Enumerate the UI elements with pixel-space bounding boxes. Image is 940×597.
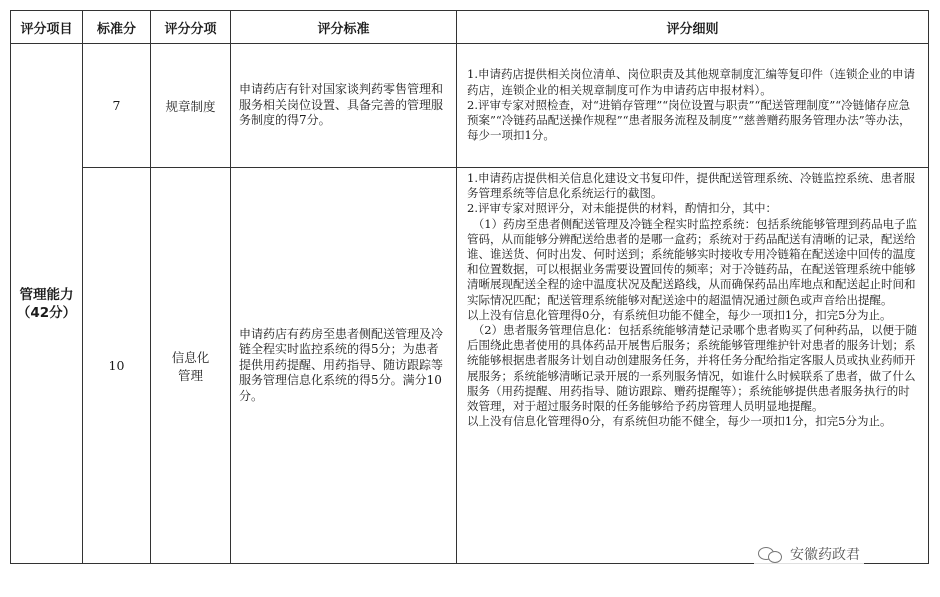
header-row — [11, 11, 929, 44]
row-standard: 申请药店有药房至患者侧配送管理及冷链全程实时监控系统的得5分；为患者提供用药提醒、用药指导、随访跟踪等服务管理信息化系统的得5分。满分10分。 — [231, 168, 457, 564]
row-subitem — [151, 44, 231, 168]
subitem-line: 管理 — [177, 367, 203, 383]
table-row — [11, 44, 929, 168]
detail-paragraph: （2）患者服务管理信息化：包括系统能够清楚记录哪个患者购买了何种药品，以便于随后围绕此患者使用的具体药品开展售后服务；系统能够管理维护针对患者的服务计划；系统能够根据患者服务计划自动创建服务任务，并将任务分配给指定客服人员或执业药师开展服务；系统能够清晰记录开展的一系列服务情况，如谁什么时候联系了患者，做了什么服务（用药提醒、用药指导、随访跟踪、赠药提醒等）；系统能够提供患者服务执行的时效管理，对于超过服务时限的任务能够给予药房管理人员明显地提醒。 — [467, 323, 918, 414]
header-item: 评分项目 — [11, 11, 83, 44]
subitem-line: 信息化 — [171, 349, 210, 365]
row-detail — [457, 168, 929, 564]
scoring-table — [10, 10, 929, 564]
category-cell — [11, 44, 83, 564]
watermark-text: 安徽药政君 — [790, 547, 860, 563]
header-detail: 评分细则 — [457, 11, 929, 44]
row-detail — [457, 44, 929, 168]
category-name: 管理能力 — [19, 286, 74, 303]
table-row — [11, 168, 929, 564]
subitem-line: 规章制度 — [165, 98, 216, 114]
detail-paragraph: 2.评审专家对照检查，对“进销存管理”“岗位设置与职责”“配送管理制度”“冷链储存应急预案”“冷链药品配送操作规程”“患者服务流程及制度”“慈善赠药服务管理办法”等办法，每少一项扣1分。 — [467, 97, 911, 143]
detail-paragraph: 以上没有信息化管理得0分，有系统但功能不健全，每少一项扣1分，扣完5分为止。 — [467, 414, 892, 429]
category-points: （42分） — [16, 304, 77, 321]
wechat-icon — [758, 545, 784, 563]
row-score: 10 — [83, 168, 151, 564]
detail-paragraph: （1）药房至患者侧配送管理及冷链全程实时监控系统：包括系统能够管理到药品电子监管码，从而能够分辨配送给患者的是哪一盒药；系统对于药品配送有清晰的记录，配送给谁、谁送货、何时出发、何时送到；系统能够实时接收专用冷链箱在配送途中回传的温度和位置数据，可以根据业务需要设置回传的频率；对于冷链药品，在配送管理系统中能够清晰展现配送全程的途中温度状况及配送路线，从而确保药品出库地点和配送起止时间和实际情况匹配；配送管理系统能够对配送途中的超温情况通过颜色或声音给出提醒。 — [467, 216, 918, 307]
header-standard: 评分标准 — [231, 11, 457, 44]
row-score: 7 — [83, 44, 151, 168]
detail-paragraph: 1.申请药店提供相关岗位清单、岗位职责及其他规章制度汇编等复印件（连锁企业的申请药店，连锁企业的相关规章制度可作为申请药店申报材料）。 — [467, 67, 915, 97]
header-subitem: 评分分项 — [151, 11, 231, 44]
detail-paragraph: 1.申请药店提供相关信息化建设文书复印件，提供配送管理系统、冷链监控系统、患者服务管理系统等信息化系统运行的截图。 — [467, 171, 915, 201]
row-subitem — [151, 168, 231, 564]
detail-paragraph: 2.评审专家对照评分，对未能提供的材料，酌情扣分，其中： — [467, 201, 777, 216]
header-score: 标准分 — [83, 11, 151, 44]
detail-paragraph: 以上没有信息化管理得0分，有系统但功能不健全，每少一项扣1分，扣完5分为止。 — [467, 307, 892, 322]
row-standard: 申请药店有针对国家谈判药零售管理和服务相关岗位设置、具备完善的管理服务制度的得7分。 — [231, 44, 457, 168]
watermark — [754, 543, 864, 565]
